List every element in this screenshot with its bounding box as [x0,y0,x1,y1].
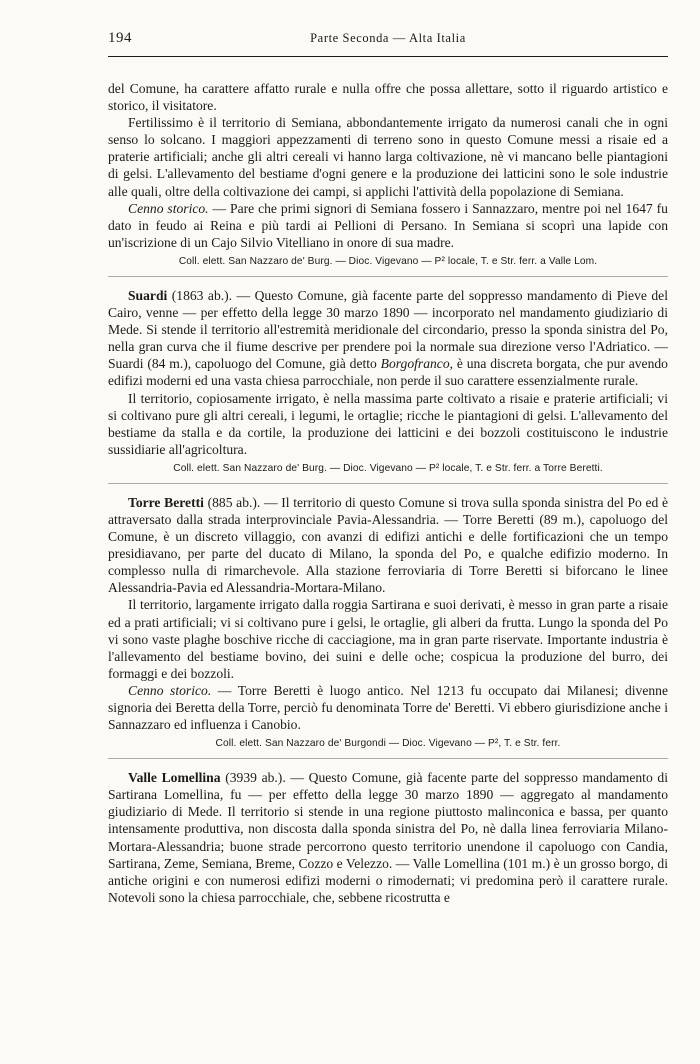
history-text: — Pare che primi signori di Semiana fossero i Sannazzaro, mentre poi nel 1647 fu dato in feudo ai Reina e più tardi ai Pellioni di Persano. In Semiana si scoprì una lapide con un'iscrizione di un Cajo Silvio Vitelliano in onore di sua madre. [108,200,668,250]
entry-title: Torre Beretti [128,494,204,510]
valle-lomellina-text: (3939 ab.). — Questo Comune, già facente parte del soppresso mandamento di Sartirana Lomellina, fu — per effetto della legge 30 marzo 1890 — aggregato al mandamento giudiziario di Mede. Il territorio si stende in una regione piuttosto malinconica e bassa, per quanto intensamente produttiva, non discosta dalla sponda sinistra del Po, nè dalla linea ferroviaria Milano-Mortara-Alessandria; buone strade percorrono questo territorio unendone il capoluogo con Candia, Sartirana, Zeme, Semiana, Breme, Cozzo e Velezzo. — Valle Lomellina (101 m.) è un grosso borgo, di antiche origini e con numerosi edifizi moderni o rimodernati; vi predomina però il carattere rurale. Notevoli sono la chiesa parrocchiale, che, sebbene ricostrutta e [108,770,668,905]
entry-divider [108,276,668,277]
torre-beretti-history-paragraph [108,682,668,733]
semiana-continuation: del Comune, ha carattere affatto rurale e nulla offre che possa allettare, sotto il riguardo artistico e storico, il visitatore. [108,81,668,114]
page-header [108,30,668,52]
entry-torre-beretti [108,494,668,751]
page-number: 194 [108,30,132,46]
semiana-history-paragraph [108,200,668,251]
torre-beretti-territory-paragraph: Il territorio, largamente irrigato dalla roggia Sartirana e suoi derivati, è messo in gran parte a risaie ed a prati artificiali; vi si coltivano pure i gelsi, le ortaglie, gli alberi da frutta. Lungo la sponda del Po vi sono vaste plaghe boschive ricche di cacciagione, ma in gran parte riservate. Importante industria è l'allevamento del bestiame bovino, dei suini e delle oche; cospicua la produzione del burro, dei formaggi e dei bozzoli. [108,597,668,681]
history-label: Cenno storico. [128,682,212,698]
suardi-text: (1863 ab.). — Questo Comune, già facente parte del soppresso mandamento di Pieve del Cairo, venne — per effetto della legge 30 marzo 1890 — incorporato nel mandamento giudiziario di Mede. Si stende il territorio all'estremità meridionale del circondario, presso la sponda sinistra del Po, nella gran curva che il fiume descrive per prendere poi la normale sua direzione verso l'Adriatico. — Suardi (84 m.), capoluogo del Comune, già detto [108,287,668,372]
entry-divider [108,483,668,484]
torre-beretti-electoral-note: Coll. elett. San Nazzaro de' Burgondi — Dioc. Vigevano — P², T. e Str. ferr. [215,738,561,750]
suardi-intro-paragraph [108,287,668,390]
suardi-text-end: , è una discreta borgata, che pur avendo edifizi moderni ed una vasta chiesa parrocchiale, non perde il suo carattere essenzialmente rurale. [108,356,668,389]
running-head: Parte Seconda — Alta Italia [310,31,466,45]
entry-title: Valle Lomellina [128,770,221,786]
torre-beretti-intro-paragraph [108,494,668,597]
semiana-territory-paragraph: Fertilissimo è il territorio di Semiana, abbondantemente irrigato da numerosi canali che in ogni senso lo solcano. I maggiori appezzamenti di terreno sono in questo Comune messi a risaie ed a praterie artificiali; anche gli altri cereali vi hanno larga coltivazione, nè vi mancano belle piantagioni di gelsi. L'allevamento del bestiame d'ogni genere e la produzione dei latticini sono le sole industrie alle quali, oltre della coltivazione dei campi, si applichi l'attività della popolazione di Semiana. [108,115,668,199]
semiana-electoral-note: Coll. elett. San Nazzaro de' Burg. — Dioc. Vigevano — P² locale, T. e Str. ferr. a Valle Lom. [178,255,598,267]
suardi-old-name: Borgofranco [380,356,450,372]
suardi-territory-paragraph: Il territorio, copiosamente irrigato, è nella massima parte coltivato a risaie e praterie artificiali; vi si coltivano pure gli altri cereali, i legumi, le ortaglie; ricche le piantagioni di gelsi. L'allevamento del bestiame da stalla e da cortile, la produzione dei latticini e dei bozzoli costituiscono le industrie sussidiarie all'agricoltura. [108,390,668,457]
entry-divider [108,758,668,759]
torre-beretti-text: (885 ab.). — Il territorio di questo Comune si trova sulla sponda sinistra del Po ed è attraversato dalla strada interprovinciale Pavia-Alessandria. — Torre Beretti (89 m.), capoluogo del Comune, è un discreto villaggio, con avanzi di edifizi antichi e delle fortificazioni che un tempo presidiavano, per parte del ducato di Milano, la sponda del Po, e qualche edifizio moderno. In complesso nulla di rimarchevole. Alla stazione ferroviaria di Torre Beretti si biforcano le linee Alessandria-Pavia ed Alessandria-Mortara-Milano. [108,494,669,596]
header-rule [108,56,668,57]
entry-title: Suardi [128,287,168,303]
valle-lomellina-intro-paragraph [108,769,668,906]
book-page [108,30,669,905]
entry-suardi [108,287,668,476]
entry-valle-lomellina [108,769,668,906]
suardi-electoral-note: Coll. elett. San Nazzaro de' Burg. — Dioc. Vigevano — P² locale, T. e Str. ferr. a Torre Beretti. [173,462,603,474]
page-body [108,80,668,906]
history-label: Cenno storico. [128,200,209,216]
history-text: — Torre Beretti è luogo antico. Nel 1213 fu occupato dai Milanesi; divenne signoria dei Beretta della Torre, perciò fu denominata Torre de' Beretti. Vi ebbero giurisdizione anche i Sannazzaro ed influenza i Canobio. [108,682,668,733]
